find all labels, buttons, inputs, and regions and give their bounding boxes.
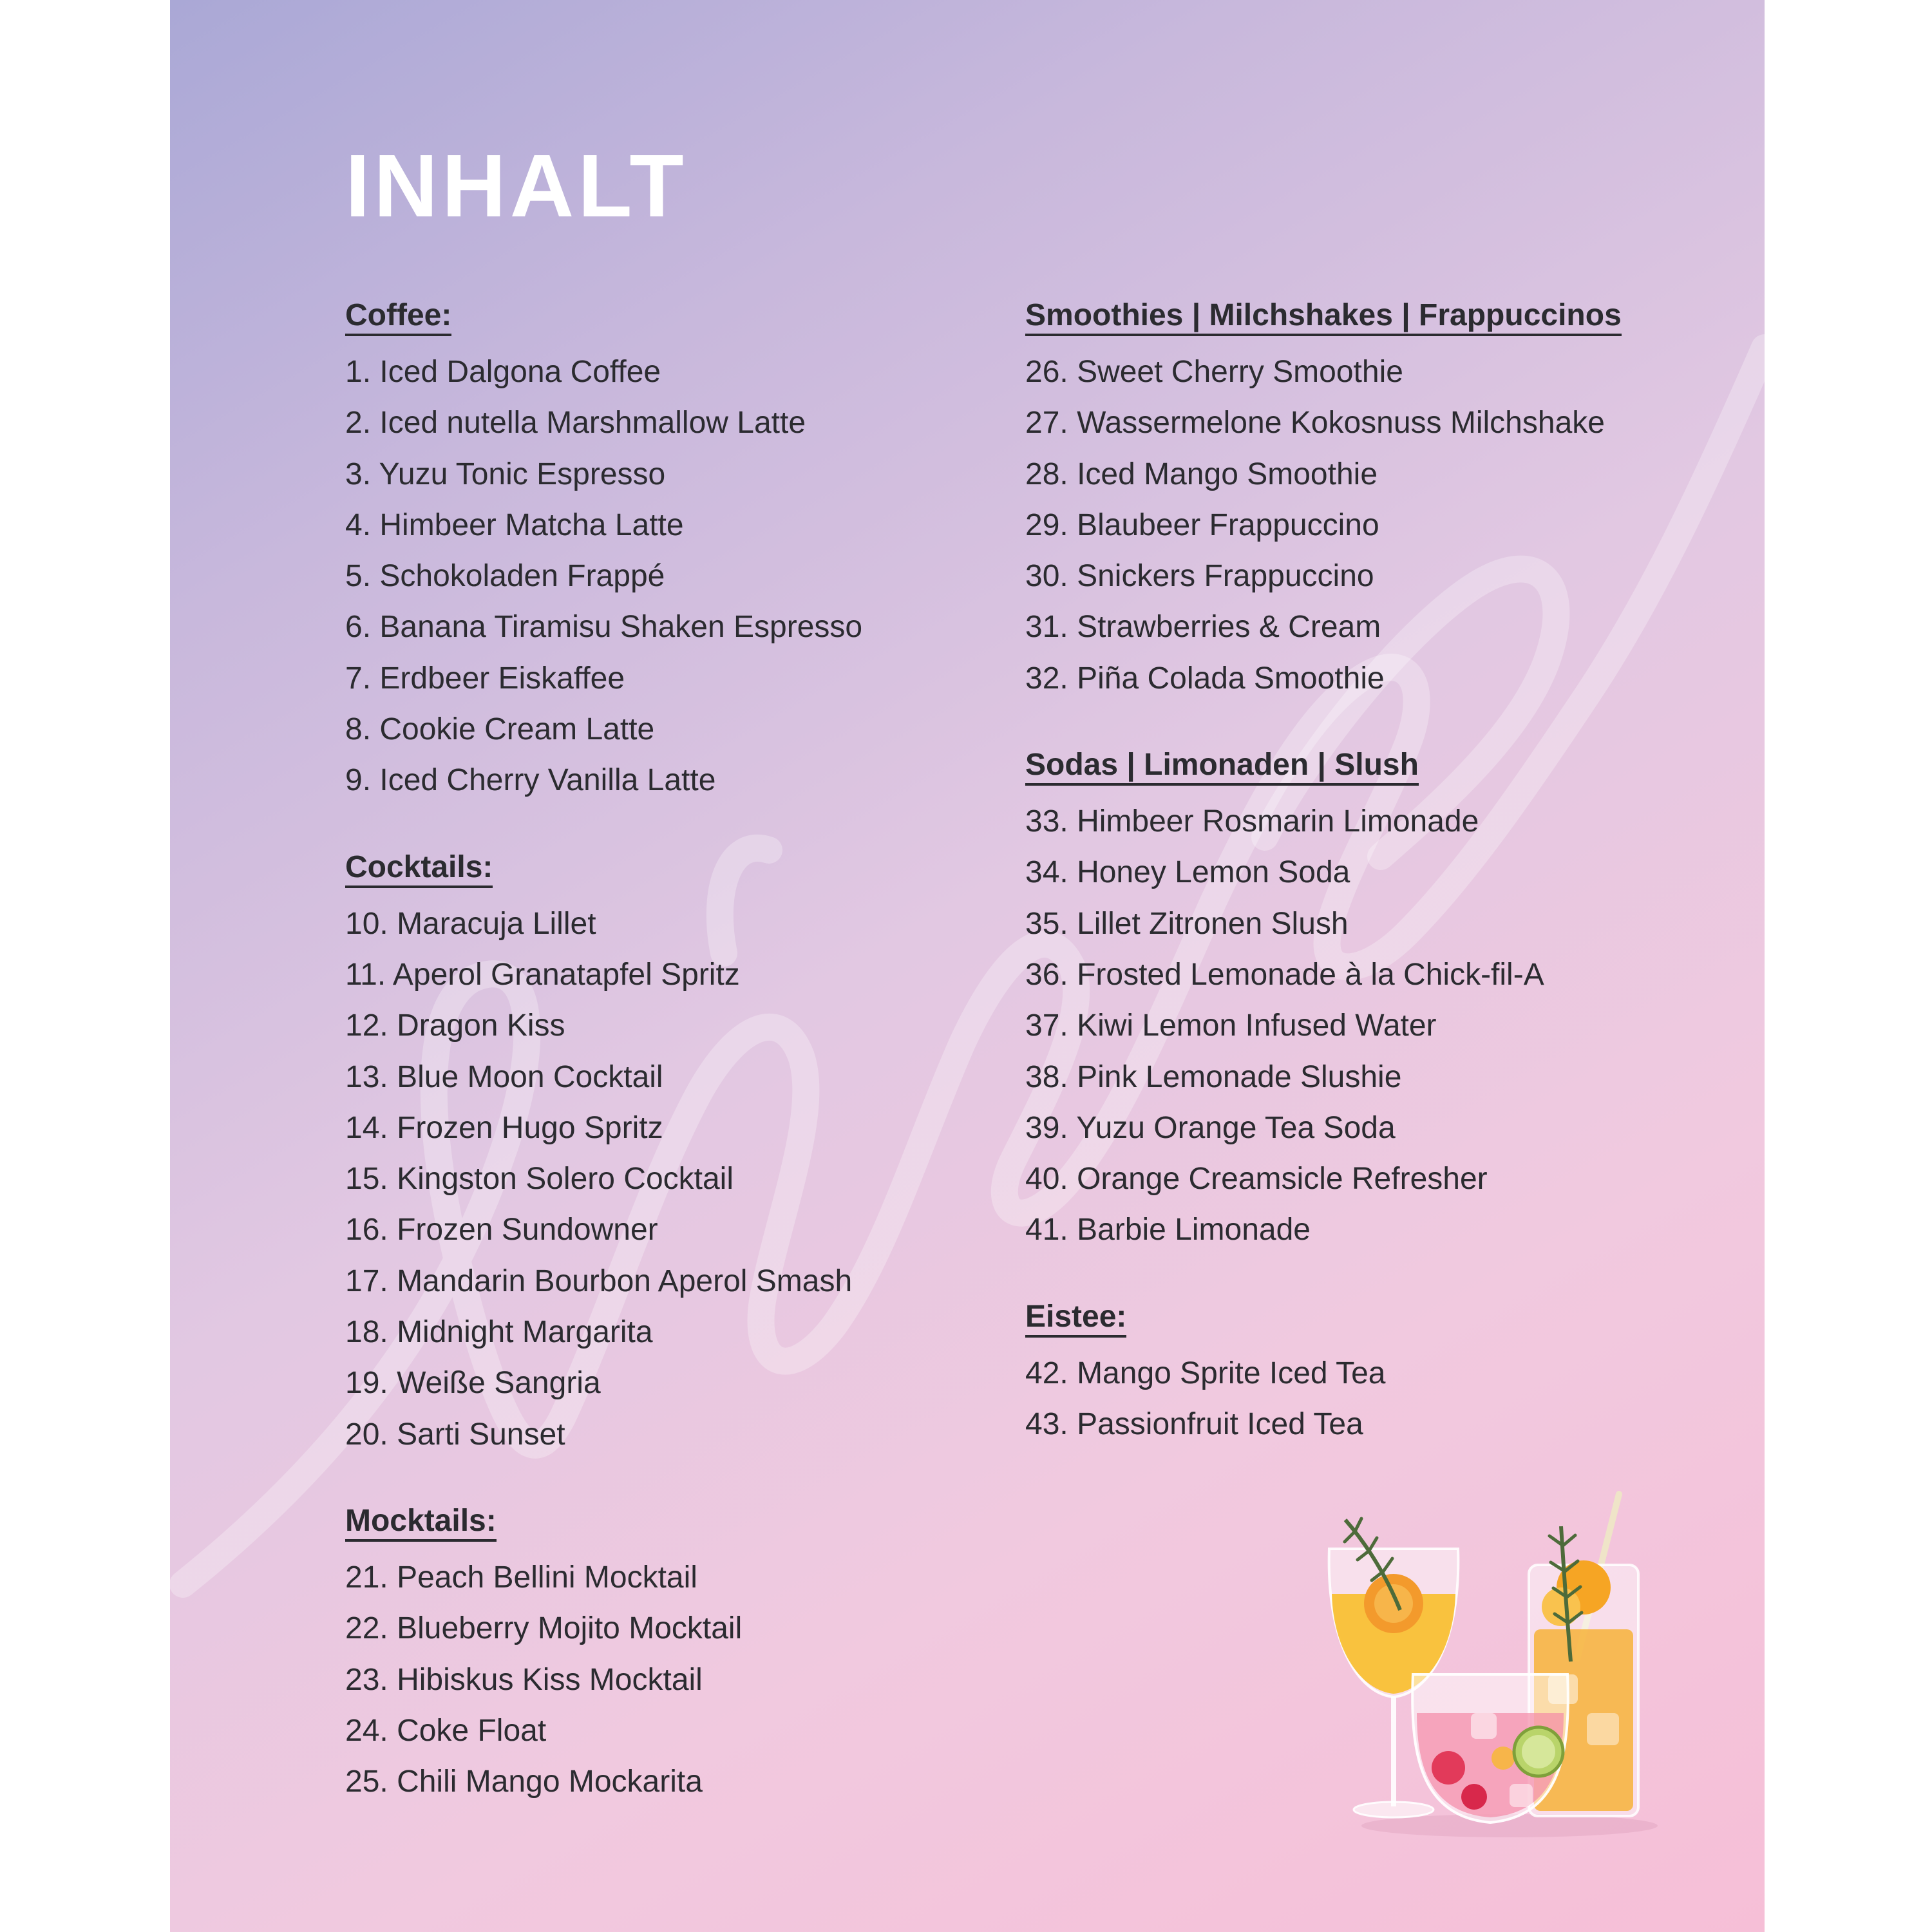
section-mocktails [345, 1501, 989, 1807]
list-item: 36. Frosted Lemonade à la Chick-fil-A [1025, 957, 1544, 992]
item-list [1025, 1348, 1734, 1450]
list-item: 11. Aperol Granatapfel Spritz [345, 957, 740, 992]
list-item: 42. Mango Sprite Iced Tea [1025, 1356, 1386, 1390]
list-item: 23. Hibiskus Kiss Mocktail [345, 1662, 703, 1697]
cocktail-glasses-icon [1316, 1481, 1677, 1842]
list-item: 12. Dragon Kiss [345, 1009, 565, 1043]
list-item: 14. Frozen Hugo Spritz [345, 1110, 663, 1145]
list-item: 25. Chili Mango Mockarita [345, 1765, 703, 1799]
list-item: 40. Orange Creamsicle Refresher [1025, 1162, 1488, 1197]
section-sodas [1025, 744, 1734, 1256]
section-heading: Coffee: [345, 298, 451, 336]
list-item: 24. Coke Float [345, 1713, 547, 1748]
list-item: 9. Iced Cherry Vanilla Latte [345, 763, 716, 798]
list-item: 37. Kiwi Lemon Infused Water [1025, 1009, 1437, 1043]
list-item: 7. Erdbeer Eiskaffee [345, 661, 625, 696]
list-item: 16. Frozen Sundowner [345, 1213, 658, 1247]
list-item: 35. Lillet Zitronen Slush [1025, 906, 1349, 941]
list-item: 15. Kingston Solero Cocktail [345, 1162, 734, 1197]
list-item: 31. Strawberries & Cream [1025, 610, 1381, 645]
list-item: 26. Sweet Cherry Smoothie [1025, 355, 1403, 389]
list-item: 41. Barbie Limonade [1025, 1213, 1311, 1247]
list-item: 6. Banana Tiramisu Shaken Espresso [345, 610, 863, 645]
section-smoothies [1025, 295, 1734, 704]
list-item: 20. Sarti Sunset [345, 1417, 565, 1452]
page-title: INHALT [345, 137, 688, 236]
list-item: 1. Iced Dalgona Coffee [345, 355, 661, 389]
list-item: 27. Wassermelone Kokosnuss Milchshake [1025, 406, 1605, 440]
item-list [345, 346, 989, 806]
contents-page [170, 0, 1765, 1932]
list-item: 19. Weiße Sangria [345, 1366, 601, 1401]
list-item: 5. Schokoladen Frappé [345, 559, 665, 594]
list-item: 4. Himbeer Matcha Latte [345, 507, 684, 542]
section-heading: Cocktails: [345, 850, 493, 888]
list-item: 2. Iced nutella Marshmallow Latte [345, 406, 806, 440]
list-item: 30. Snickers Frappuccino [1025, 559, 1374, 594]
list-item: 32. Piña Colada Smoothie [1025, 661, 1385, 696]
list-item: 39. Yuzu Orange Tea Soda [1025, 1110, 1396, 1145]
section-heading: Eistee: [1025, 1300, 1126, 1338]
item-list [1025, 796, 1734, 1256]
list-item: 33. Himbeer Rosmarin Limonade [1025, 804, 1479, 839]
section-coffee [345, 295, 989, 806]
contents-column-right [1025, 295, 1734, 1490]
list-item: 34. Honey Lemon Soda [1025, 855, 1350, 890]
list-item: 28. Iced Mango Smoothie [1025, 457, 1378, 491]
list-item: 21. Peach Bellini Mocktail [345, 1560, 697, 1595]
contents-column-left [345, 295, 989, 1848]
list-item: 13. Blue Moon Cocktail [345, 1059, 663, 1094]
item-list [1025, 346, 1734, 704]
list-item: 17. Mandarin Bourbon Aperol Smash [345, 1264, 853, 1298]
section-eistee [1025, 1296, 1734, 1450]
item-list [345, 1552, 989, 1807]
list-item: 43. Passionfruit Iced Tea [1025, 1407, 1363, 1442]
section-heading: Sodas | Limonaden | Slush [1025, 748, 1419, 786]
section-heading: Smoothies | Milchshakes | Frappuccinos [1025, 298, 1622, 336]
list-item: 22. Blueberry Mojito Mocktail [345, 1611, 743, 1646]
list-item: 18. Midnight Margarita [345, 1315, 653, 1350]
list-item: 29. Blaubeer Frappuccino [1025, 507, 1379, 542]
list-item: 8. Cookie Cream Latte [345, 712, 655, 747]
section-heading: Mocktails: [345, 1504, 497, 1542]
list-item: 38. Pink Lemonade Slushie [1025, 1059, 1402, 1094]
list-item: 3. Yuzu Tonic Espresso [345, 457, 666, 491]
section-cocktails [345, 847, 989, 1460]
list-item: 10. Maracuja Lillet [345, 906, 596, 941]
item-list [345, 898, 989, 1460]
